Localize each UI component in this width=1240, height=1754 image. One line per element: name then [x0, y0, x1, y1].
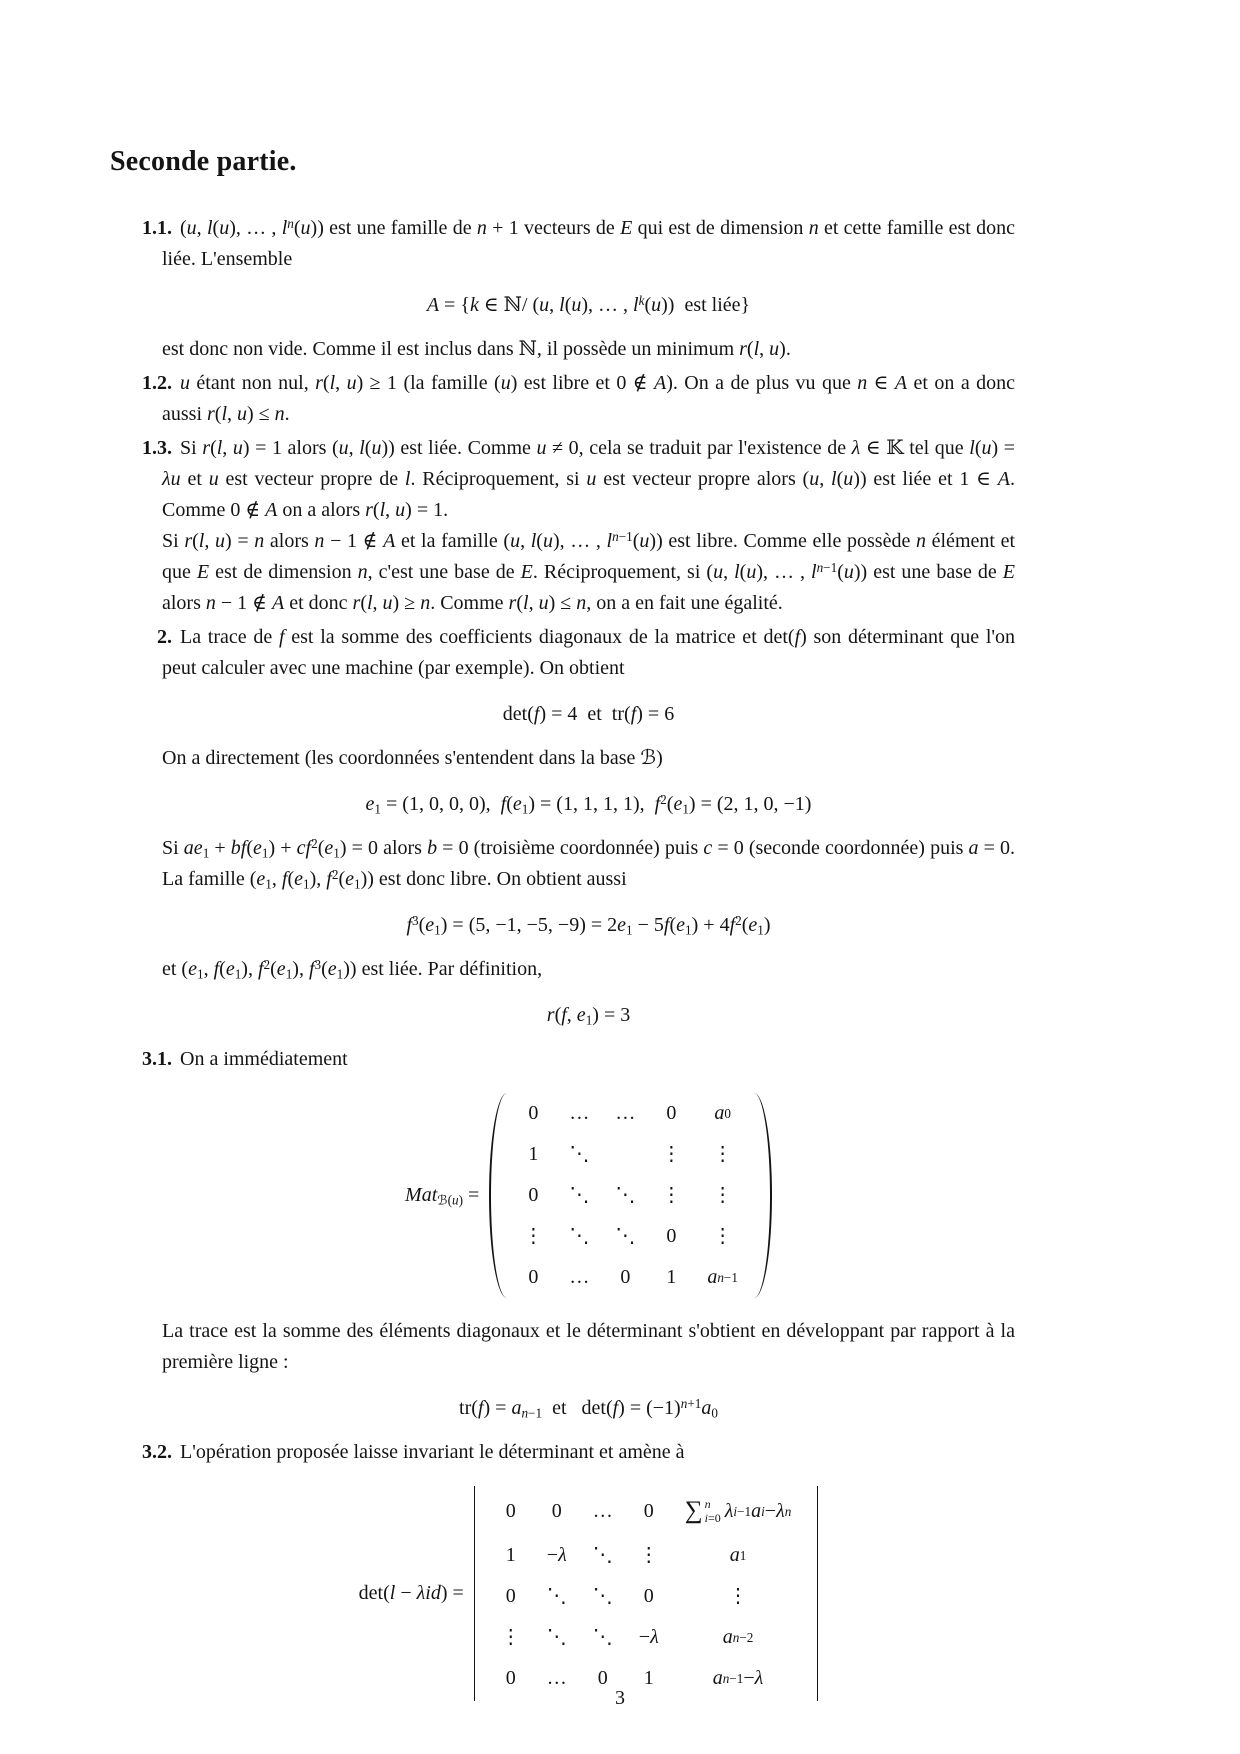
matrix-cell: … [569, 1102, 590, 1125]
display-equation-det-tr: det(f) = 4 et tr(f) = 6 [502, 703, 675, 726]
matrix-grid [509, 1093, 752, 1298]
right-paren-icon [754, 1093, 772, 1298]
matrix-cell: a n−2 [722, 1626, 754, 1649]
matrix-cell: ⋮ [500, 1626, 521, 1649]
matrix-cell: 0 [528, 1266, 539, 1289]
matrix-cell: ⋱ [592, 1544, 613, 1567]
display-equation-e1: $e_1 = (1$, 0, 0, 0), $f(e_1) = (1$, 1, 1, 1), $f^2(e_1) = (2$, 1, 0, −1) [365, 792, 812, 818]
display-equation-set-A: A = {k ∈ ℕ/ (u, l(u), … , $l^k(u)$) est liée} [426, 293, 751, 317]
matrix-cell: 0 [505, 1500, 516, 1523]
item-text: est donc non vide. Comme il est inclus dans ℕ, il possède un minimum r(l, u). [162, 338, 791, 361]
list-item-1-1 [142, 213, 1016, 365]
matrix-cell: a n−1 − λ [712, 1667, 764, 1690]
item-text: On a directement (les coordonnées s'entendent dans la base ℬ) [162, 747, 663, 770]
left-paren-icon [489, 1093, 507, 1298]
matrix-bmatrix [489, 1093, 772, 1298]
matrix-cell: 0 [643, 1500, 654, 1523]
display-equation-r: r(f, $e_1) = 3$ [546, 1004, 631, 1029]
matrix-cell: 1 [666, 1266, 677, 1289]
matrix-cell [618, 1138, 632, 1171]
matrix-cell: 0 [666, 1102, 677, 1125]
determinant-equation-label: det(l − λid) = [358, 1582, 464, 1605]
page-content [110, 140, 1015, 1719]
matrix-cell: ⋮ [712, 1225, 733, 1248]
page-number: 3 [615, 1687, 625, 1709]
display-equation-f3: $f^3(e_1) = (5$, −1, −5, $-9) = 2e_1 - 5f(e_1) + 4f^2(e_1)$ [406, 913, 771, 939]
item-text: (u, l(u), … , $l^n(u)$) est une famille de n + 1 vecteurs de E qui est de dimension n et cette famille est donc liée. L'ensemble [162, 216, 1016, 271]
item-text: L'opération proposée laisse invariant le déterminant et amène à [180, 1441, 685, 1464]
item-text: u étant non nul, r(l, u) ≥ 1 (la famille (u) est libre et 0 ∉ A). On a de plus vu que n ∈ A et on a donc aussi r(l, u) ≤ n. [162, 372, 1015, 426]
matrix-cell: ⋱ [592, 1585, 613, 1608]
matrix-cell: − λ [546, 1544, 567, 1567]
matrix-cell: … [546, 1667, 567, 1690]
item-text: Si $ae_1 + bf(e_1) + cf^2(e_1) = 0$ alors b = 0 (troisième coordonnée) puis c = 0 (seconde coordonnée) puis a = 0. La famille ($e_1$, $f(e_1)$, $f^2(e_1)$) est donc libre. On obtient aussi [162, 836, 1016, 893]
matrix-cell: 1 [643, 1667, 654, 1690]
matrix-cell: ⋱ [546, 1585, 567, 1608]
list-item-1-2 [142, 368, 1015, 430]
list-item-3-2 [142, 1437, 1015, 1701]
item-label: 2. [157, 626, 172, 649]
list-item-2 [157, 622, 1016, 1031]
matrix-equation-label: Mat$_{ℬ(u)}$ = [405, 1184, 480, 1209]
matrix-cell: ⋮ [712, 1184, 733, 1207]
matrix-cell: − λ [638, 1626, 659, 1649]
matrix-cell: … [615, 1102, 636, 1125]
matrix-cell: 1 [528, 1143, 539, 1166]
item-label: 3.2. [142, 1441, 172, 1464]
matrix-cell: ∑ n i=0 λ i−1 a i − λ n [684, 1496, 792, 1525]
matrix-cell: … [569, 1266, 590, 1289]
display-equation-tr-det: $tr(f) = a_{n-1}$ et $\det(f) = (-1)^{n+1}a_0$ [459, 1396, 718, 1422]
matrix-cell: 0 [666, 1225, 677, 1248]
matrix-cell: a n−1 [707, 1266, 738, 1289]
determinant-grid [474, 1486, 819, 1701]
matrix-cell: ⋱ [569, 1184, 590, 1207]
item-text: Si r(l, u) = 1 alors (u, l(u)) est liée. Comme u ≠ 0, cela se traduit par l'existence de λ ∈ 𝕂 tel que l(u) = λu et u est vecteur propre de l. Réciproquement, si u est vecteur propre alors (u, l(u)) est liée et 1 ∈ A. Comme 0 ∉ A on a alors r(l, u) = 1. [162, 437, 1016, 522]
matrix-cell: ⋮ [638, 1544, 659, 1567]
item-text: et ($e_1$, $f(e_1)$, $f^2(e_1)$, $f^3(e_1)$) est liée. Par définition, [162, 957, 543, 983]
matrix-cell: a 1 [729, 1544, 747, 1567]
matrix-cell: 0 [551, 1500, 562, 1523]
item-label: 1.1. [142, 217, 172, 240]
matrix-cell: 0 [620, 1266, 631, 1289]
matrix-cell: ⋱ [569, 1143, 590, 1166]
matrix-cell: 0 [528, 1184, 539, 1207]
determinant-equation [162, 1486, 1015, 1701]
section-title: Seconde partie. [110, 146, 297, 177]
matrix-cell: 0 [643, 1585, 654, 1608]
item-text: La trace de f est la somme des coefficients diagonaux de la matrice et det(f) son déterminant que l'on peut calculer avec une machine (par exemple). On obtient [162, 626, 1015, 680]
matrix-cell: ⋱ [592, 1626, 613, 1649]
matrix-cell: ⋮ [661, 1184, 682, 1207]
matrix-cell: a 0 [714, 1102, 731, 1125]
item-label: 1.2. [142, 372, 172, 395]
list-item-3-1 [142, 1044, 1015, 1424]
matrix-cell: ⋮ [728, 1585, 749, 1608]
item-label: 3.1. [142, 1048, 172, 1071]
matrix-cell: 0 [505, 1667, 516, 1690]
matrix-cell: ⋱ [615, 1225, 636, 1248]
matrix-cell: ⋮ [712, 1143, 733, 1166]
matrix-cell: ⋮ [523, 1225, 544, 1248]
matrix-cell: … [592, 1500, 613, 1523]
matrix-cell: 0 [505, 1585, 516, 1608]
item-text: On a immédiatement [180, 1048, 348, 1071]
matrix-cell: 0 [528, 1102, 539, 1125]
matrix-cell: ⋱ [546, 1626, 567, 1649]
matrix-cell: ⋱ [615, 1184, 636, 1207]
matrix-cell: ⋮ [661, 1143, 682, 1166]
matrix-equation [162, 1093, 1015, 1298]
item-text: La trace est la somme des éléments diagonaux et le déterminant s'obtient en développant par rapport à la première ligne : [162, 1320, 1015, 1374]
item-label: 1.3. [142, 437, 172, 460]
matrix-cell: 1 [505, 1544, 516, 1567]
matrix-cell: 0 [597, 1667, 608, 1690]
list-item-1-3 [142, 433, 1016, 619]
matrix-cell: ⋱ [569, 1225, 590, 1248]
item-text: Si r(l, u) = n alors n − 1 ∉ A et la famille (u, l(u), … , $l^{n-1}(u)$) est libre. Comme elle possède n élément et que E est de dimension n, c'est une base de E. Réciproquement, si (u, l(u), … , $l^{n-1}(u)$) est une base de E alors n − 1 ∉ A et donc r(l, u) ≥ n. Comme r(l, u) ≤ n, on a en fait une égalité. [162, 529, 1016, 615]
